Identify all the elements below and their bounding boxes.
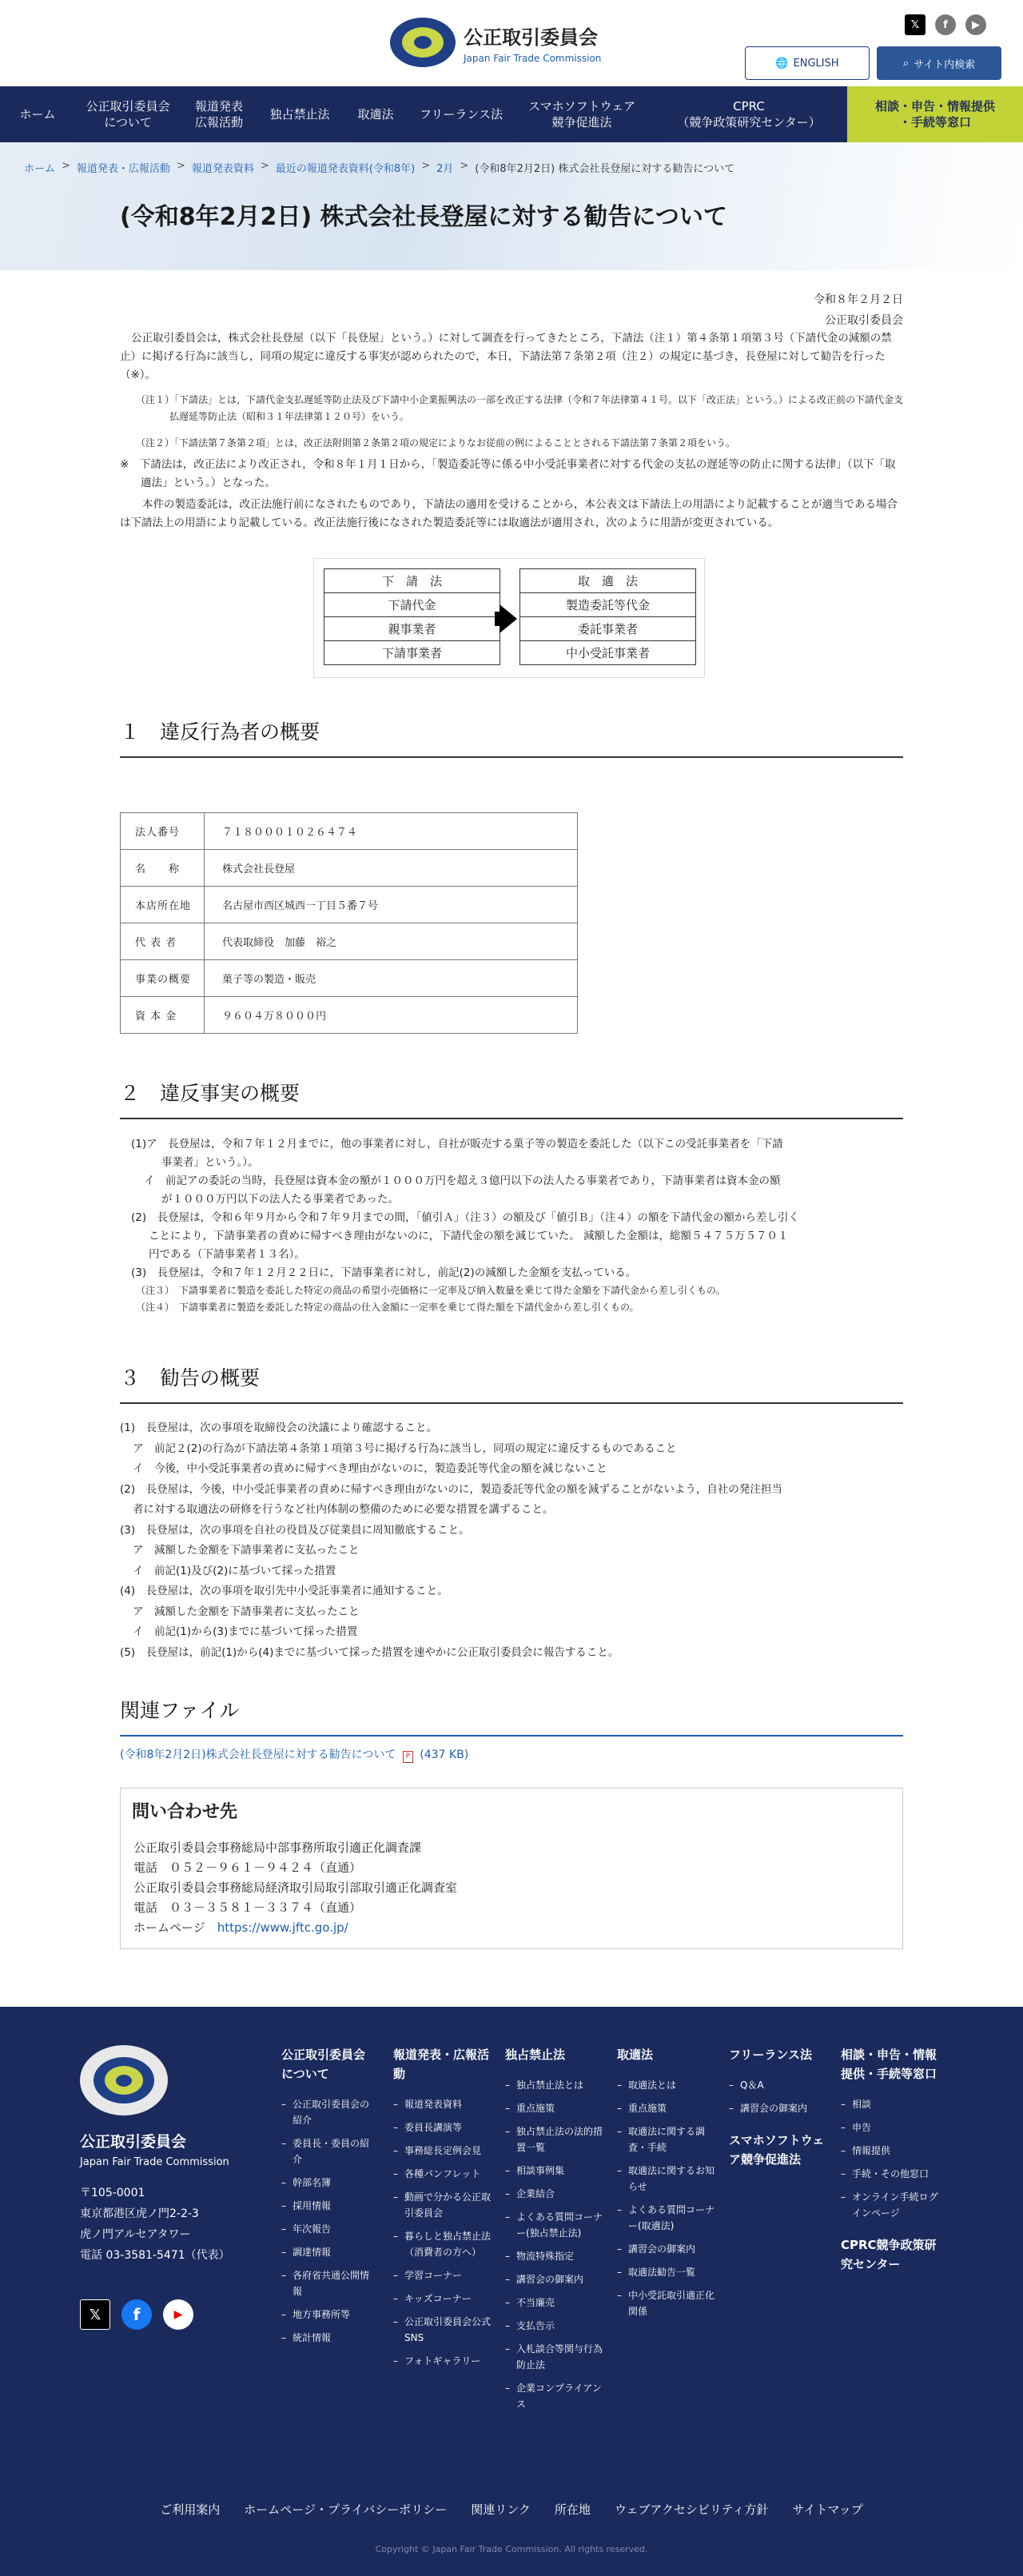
copyright: Copyright © Japan Fair Trade Commission. All rights reserved. [375,2544,648,2554]
footer-org-ja: 公正取引委員会 [80,2133,187,2151]
footer-link[interactable]: – オンライン手続ログインページ [841,2189,940,2221]
page-hero [0,142,1023,270]
table-value: ７１８０００１０２６４７４ [205,813,578,850]
footer-bottom-link[interactable]: ホームページ・プライバシーポリシー [244,2502,448,2517]
footer-link[interactable]: – 重点施策 [505,2100,604,2116]
footer-link[interactable]: – 講習会の御案内 [617,2241,716,2257]
site-footer [0,2007,1023,2576]
recommendation-line: イ 前記(1)及び(2)に基づいて採った措置 [133,1564,336,1577]
nav-smartphone[interactable]: スマホソフトウェア 競争促進法 [527,98,636,130]
footer-col-antimonopoly [505,2045,604,2419]
table-key: 法人番号 [121,813,205,850]
nav-consultation[interactable]: 相談・申告・情報提供 ・手続等窓口 [847,86,1023,142]
footer-col-toriteki [617,2045,716,2327]
fact-footnote: （注４） 下請事業者に製造を委託した特定の商品の仕入金額に一定率を乗じて得た額を下請代金から差し引くもの。 [136,1302,639,1313]
fact-line: 円である（下請事業者１３名）。 [149,1248,305,1261]
global-nav [0,86,1023,142]
footer-col-heading[interactable]: 報道発表・広報活動 [393,2048,490,2081]
footer-link[interactable]: – 独占禁止法の法的措置一覧 [505,2123,604,2155]
recommendation-line: ア 前記２(2)の行為が下請法第４条第１項第３号に掲げる行為に該当し，同項の規定に違反するものであること [133,1442,677,1455]
footer-col-heading[interactable]: スマホソフトウェア競争促進法 [729,2133,825,2167]
recommendation-line: (5) 長登屋は，前記(1)から(4)までに基づいて採った措置を速やかに公正取引委員会に報告すること。 [120,1645,619,1659]
table-value: 名古屋市西区城西一丁目５番７号 [205,887,578,923]
footer-col-heading[interactable]: CPRC競争政策研究センター [841,2238,937,2271]
footer-link[interactable]: – 動画で分かる公正取引委員会 [393,2189,492,2221]
footer-link[interactable]: – 委員長・委員の紹介 [281,2135,377,2167]
nav-about[interactable]: 公正取引委員会 について [86,98,170,130]
x-icon[interactable]: 𝕏 [80,2299,110,2330]
footer-col-heading[interactable]: 取適法 [617,2048,654,2062]
footer-link[interactable]: – キッズコーナー [393,2291,492,2307]
footer-bottom-links [0,2501,1023,2518]
breadcrumb-releases[interactable]: 報道発表資料 [191,163,254,175]
breadcrumb-recent[interactable]: 最近の報道発表資料(令和8年) [275,163,416,175]
nav-toriteki[interactable]: 取適法 [357,106,394,122]
old-terms-table [324,568,500,665]
recommendation-line: ア 減額した金額を下請事業者に支払ったこと [133,1544,360,1557]
footer-bottom-link[interactable]: ご利用案内 [160,2502,221,2517]
footer-link[interactable]: – 委員長講演等 [393,2119,492,2135]
note-2: （注２）「下請法第７条第２項」とは，改正法附則第２条第２項の規定によりなお従前の例によることとされる下請法第７条第２項をいう。 [136,437,736,449]
footer-link[interactable]: – 重点施策 [617,2100,716,2116]
table-value: 代表取締役 加藤 裕之 [205,923,578,960]
address-line: 虎ノ門アルセアタワー [80,2228,191,2241]
table-key: 資 本 金 [121,997,205,1034]
table-value: 菓子等の製造・販売 [205,960,578,997]
footer-link[interactable]: – 申告 [841,2119,940,2135]
old-term: 下請代金 [324,593,500,617]
table-row [121,997,578,1034]
breadcrumb: ホーム > 報道発表・広報活動 > 報道発表資料 > 最近の報道発表資料(令和8年) > 2月 > (令和8年2月2日) 株式会社長登屋に対する勧告について [24,160,735,175]
footer-link[interactable]: – 暮らしと独占禁止法（消費者の方へ） [393,2228,492,2260]
fact-line: イ 前記アの委託の当時，長登屋は資本金の額が１０００万円を超え３億円以下の法人たる事業者であり，下請事業者は資本金の額 [144,1174,781,1187]
release-date: 令和８年２月２日 [814,293,903,306]
footer-link[interactable]: – 取適法勧告一覧 [617,2264,716,2280]
header-social-links [905,14,986,35]
footer-link[interactable]: – 相談事例集 [505,2163,604,2179]
address-line: 電話 03-3581-5471（代表） [80,2249,230,2262]
footer-link[interactable]: – 独占禁止法とは [505,2077,604,2093]
site-search-button[interactable] [877,46,1001,80]
footer-link[interactable]: – 取適法とは [617,2077,716,2093]
footer-link[interactable]: – 講習会の御案内 [729,2100,828,2116]
globe-icon: 🌐 [775,57,789,70]
table-row [121,960,578,997]
footer-link[interactable]: – 支払告示 [505,2318,604,2334]
violator-table [120,812,578,1034]
footer-link[interactable]: – 企業コンプライアンス [505,2380,604,2412]
footer-bottom-link[interactable]: サイトマップ [792,2502,863,2517]
recommendation-line: ア 減額した金額を下請事業者に支払ったこと [133,1605,360,1618]
breadcrumb-current: (令和8年2月2日) 株式会社長登屋に対する勧告について [475,163,735,175]
footer-link[interactable]: – 取適法に関するお知らせ [617,2163,716,2195]
table-row [121,923,578,960]
section-2-body [131,1135,903,1316]
footer-bottom-link[interactable]: 関連リンク [471,2502,531,2517]
issuer: 公正取引委員会 [825,314,903,327]
footer-link[interactable]: – 学習コーナー [393,2267,492,2283]
footer-link[interactable]: – 企業結合 [505,2186,604,2202]
homepage-label: ホームページ [133,1920,205,1935]
logo-title: 公正取引委員会 [464,26,598,49]
arrow-head-icon [500,604,517,633]
footer-col-press [393,2045,492,2376]
nav-freelance[interactable]: フリーランス法 [420,106,503,122]
footer-link[interactable]: – よくある質問コーナー(取適法) [617,2202,716,2234]
footer-link[interactable]: – 相談 [841,2096,940,2112]
fact-line: (3) 長登屋は，令和７年１２月２２日に，下請事業者に対し，前記(2)の減額した金額を支払っている。 [131,1266,637,1279]
footer-col-heading[interactable]: 相談・申告・情報提供・手続等窓口 [841,2048,937,2081]
footer-social [80,2299,230,2330]
fact-footnote: （注３） 下請事業者に製造を委託した特定の商品の希望小売価格に一定率及び納入数量を乗じて得た金額を下請代金から差し引くもの。 [136,1285,726,1296]
jftc-emblem-icon [390,18,456,67]
contact-details [133,1838,457,1938]
footer-link[interactable]: – 手続・その他窓口 [841,2166,940,2182]
table-value: 株式会社長登屋 [205,850,578,887]
x-icon[interactable]: 𝕏 [905,14,925,35]
page-title: (令和8年2月2日) 株式会社長登屋に対する勧告について [120,203,727,231]
table-row [121,887,578,923]
pdf-icon: P [403,1751,413,1763]
site-search-label: サイト内検索 [914,58,976,71]
footer-bottom-link[interactable]: 所在地 [554,2502,591,2517]
table-key: 事業の概要 [121,960,205,997]
recommendation-line: (4) 長登屋は，次の事項を取引先中小受託事業者に通知すること。 [120,1585,448,1597]
footer-link[interactable]: – 調達情報 [281,2244,377,2260]
release-date-block [814,289,903,331]
new-terms-table [519,568,696,665]
footer-link[interactable]: – 年次報告 [281,2221,377,2237]
logo-subtitle: Japan Fair Trade Commission [464,52,602,64]
recommendation-line: (2) 長登屋は，今後，中小受託事業者の責めに帰すべき理由がないのに，製造委託等代金の額を減ずることがないよう，自社の発注担当 [120,1482,782,1496]
footer-link[interactable]: – 情報提供 [841,2143,940,2159]
footer-link[interactable]: – 採用情報 [281,2198,377,2214]
nav-antimonopoly[interactable]: 独占禁止法 [269,106,330,122]
footer-link[interactable]: – 幹部名簿 [281,2175,377,2191]
footer-link[interactable]: – 事務総長定例会見 [393,2143,492,2159]
footer-col-consultation [841,2045,940,2274]
contact-line: 電話 ０３－３５８１－３３７４（直通） [133,1900,362,1915]
footer-link[interactable]: – 講習会の御案内 [505,2271,604,2287]
fact-line: (1)ア 長登屋は，令和７年１２月までに，他の事業者に対し，自社が販売する菓子等の製造を委託した（以下この受託事業者を「下請 [131,1138,783,1150]
old-terms-header: 下 請 法 [324,569,500,593]
related-file-link[interactable] [120,1746,468,1763]
footer-col-freelance [729,2045,828,2169]
footer-col-heading[interactable]: 独占禁止法 [505,2048,566,2062]
youtube-icon[interactable]: ▶ [965,14,986,35]
homepage-link[interactable]: https://www.jftc.go.jp/ [217,1920,348,1935]
recommendation-line: (1) 長登屋は，次の事項を取締役会の決議により確認すること。 [120,1422,438,1434]
note-1: （注１）「下請法」とは，下請代金支払遅延等防止法及び下請中小企業振興法の一部を改正する法律（令和７年法律第４１号。以下「改正法」という。）による改正前の下請代金支払遅延等防止法（昭和３１年法律第１２０号）をいう。 [136,394,904,422]
contact-line: 公正取引委員会事務総局経済取引局取引部取引適正化調査室 [133,1880,458,1895]
footer-emblem-icon [80,2045,168,2115]
breadcrumb-month[interactable]: 2月 [436,163,454,175]
new-terms-header: 取 適 法 [520,569,696,593]
fact-line: が１０００万円以下の法人たる事業者であった。 [161,1193,399,1206]
contact-title: 問い合わせ先 [132,1802,238,1822]
english-button-label: ENGLISH [793,57,839,70]
footer-link[interactable]: – 不当廉売 [505,2295,604,2311]
footer-bottom-link[interactable]: ウェブアクセシビリティ方針 [614,2502,769,2517]
contact-line: 公正取引委員会事務総局中部事務所取引適正化調査課 [133,1840,422,1855]
footer-link[interactable]: – 報道発表資料 [393,2096,492,2112]
footer-col-about [281,2045,377,2353]
footer-link[interactable]: – 統計情報 [281,2330,377,2346]
star-note: ※ 下請法は，改正法により改正され，令和８年１月１日から，「製造委託等に係る中小受託事業者に対する代金の支払の遅延等の防止に関する法律」（以下「取適法」という。）となった。 [120,458,896,489]
table-key: 名 称 [121,850,205,887]
footer-link[interactable]: – 公正取引委員会の紹介 [281,2096,377,2128]
youtube-icon[interactable]: ▶ [163,2299,193,2330]
nav-home[interactable]: ホーム [19,106,56,122]
footer-link[interactable]: – よくある質問コーナー(独占禁止法) [505,2209,604,2241]
recommendation-line: イ 今後，中小受託事業者の責めに帰すべき理由がないのに，製造委託等代金の額を減じないこと [133,1462,607,1475]
table-value: ９６０４万８０００円 [205,997,578,1034]
terminology-paragraph: 本件の製造委託は，改正法施行前になされたものであり，下請法の適用を受けることから，本公表文は下請法上の用語により記載することが適当である場合は下請法上の用語により記載している。改正法施行後になされた製造委託等には取適法が適用され，次のように用語が変更されている。 [120,498,898,529]
contact-line: 電話 ０５２－９６１－９４２４（直通） [133,1860,362,1875]
new-term: 製造委託等代金 [520,593,696,617]
recommendation-line: (3) 長登屋は，次の事項を自社の役員及び従業員に周知徹底すること。 [120,1523,470,1537]
address-line: 東京都港区虎ノ門2-2-3 [80,2207,199,2220]
footer-col-heading[interactable]: 公正取引委員会について [281,2048,366,2081]
fact-line: 事業者」という。）。 [161,1156,259,1169]
terminology-mapping [313,558,705,678]
facebook-icon[interactable]: f [935,14,956,35]
intro-paragraph: 公正取引委員会は，株式会社長登屋（以下「長登屋」という。）に対して調査を行ってきたところ，下請法（注１）第４条第１項第３号（下請代金の減額の禁止）に掲げる行為に該当し，同項の規定に違反する事実が認められたので，本日，下請法第７条第２項（注２）の規定に基づき，長登屋に対して勧告を行った（※）。 [120,332,892,381]
footer-link[interactable]: – 入札談合等関与行為防止法 [505,2341,604,2373]
site-logo[interactable] [390,18,601,67]
english-button[interactable] [745,46,870,80]
footer-brand [80,2045,230,2330]
section-1-heading: １ 違反行為者の概要 [120,716,903,758]
footer-link[interactable]: – 物流特殊指定 [505,2248,604,2264]
footer-link[interactable]: – 公正取引委員会公式SNS [393,2314,492,2346]
nav-press[interactable]: 報道発表 広報活動 [194,98,243,130]
new-term: 委託事業者 [520,617,696,641]
contact-box [120,1788,903,1949]
footer-col-heading[interactable]: フリーランス法 [729,2048,812,2062]
main-content [120,270,903,2007]
new-term: 中小受託事業者 [520,641,696,665]
table-row [121,850,578,887]
section-3-body [120,1418,903,1663]
old-term: 親事業者 [324,617,500,641]
recommendation-line: 者に対する取適法の研修を行うなど社内体制の整備のために必要な措置を講ずること。 [133,1503,554,1516]
footer-link[interactable]: – 取適法に関する調査・手続 [617,2123,716,2155]
search-icon: ⌕ [902,57,910,70]
footer-org-en: Japan Fair Trade Commission [80,2156,229,2168]
footer-link[interactable]: – フォトギャラリー [393,2353,492,2369]
section-3-heading: ３ 勧告の概要 [120,1362,903,1404]
facebook-icon[interactable]: f [121,2299,152,2330]
address-line: 〒105-0001 [80,2187,145,2199]
recommendation-line: イ 前記(1)から(3)までに基づいて採った措置 [133,1625,358,1638]
table-row [121,813,578,850]
footer-link[interactable]: – 各種パンフレット [393,2166,492,2182]
related-file-size[interactable]: (437 KB) [420,1749,469,1761]
table-key: 代 表 者 [121,923,205,960]
breadcrumb-home[interactable]: ホーム [24,163,56,175]
footer-link[interactable]: – 各府省共通公開情報 [281,2267,377,2299]
breadcrumb-press[interactable]: 報道発表・広報活動 [76,163,170,175]
related-files-heading: 関連ファイル [120,1695,903,1737]
footer-link[interactable]: – Q＆A [729,2077,828,2093]
section-2-heading: ２ 違反事実の概要 [120,1078,903,1119]
site-header [0,0,1023,86]
footer-link[interactable]: – 中小受託取引適正化関係 [617,2287,716,2319]
nav-cprc[interactable]: CPRC （競争政策研究センター） [677,98,821,130]
footer-link[interactable]: – 地方事務所等 [281,2307,377,2323]
table-key: 本店所在地 [121,887,205,923]
fact-line: (2) 長登屋は，令和６年９月から令和７年９月までの間，「値引Ａ」（注３）の額及び「値引Ｂ」（注４）の額を下請代金の額から差し引く [131,1211,799,1224]
old-term: 下請事業者 [324,641,500,665]
fact-line: ことにより，下請事業者の責めに帰すべき理由がないのに，下請代金の額を減じていた。 減額した金額は，総額５４７５万５７０１ [149,1230,789,1242]
footer-address [80,2183,230,2266]
related-file-label[interactable]: (令和8年2月2日)株式会社長登屋に対する勧告について [120,1749,396,1761]
